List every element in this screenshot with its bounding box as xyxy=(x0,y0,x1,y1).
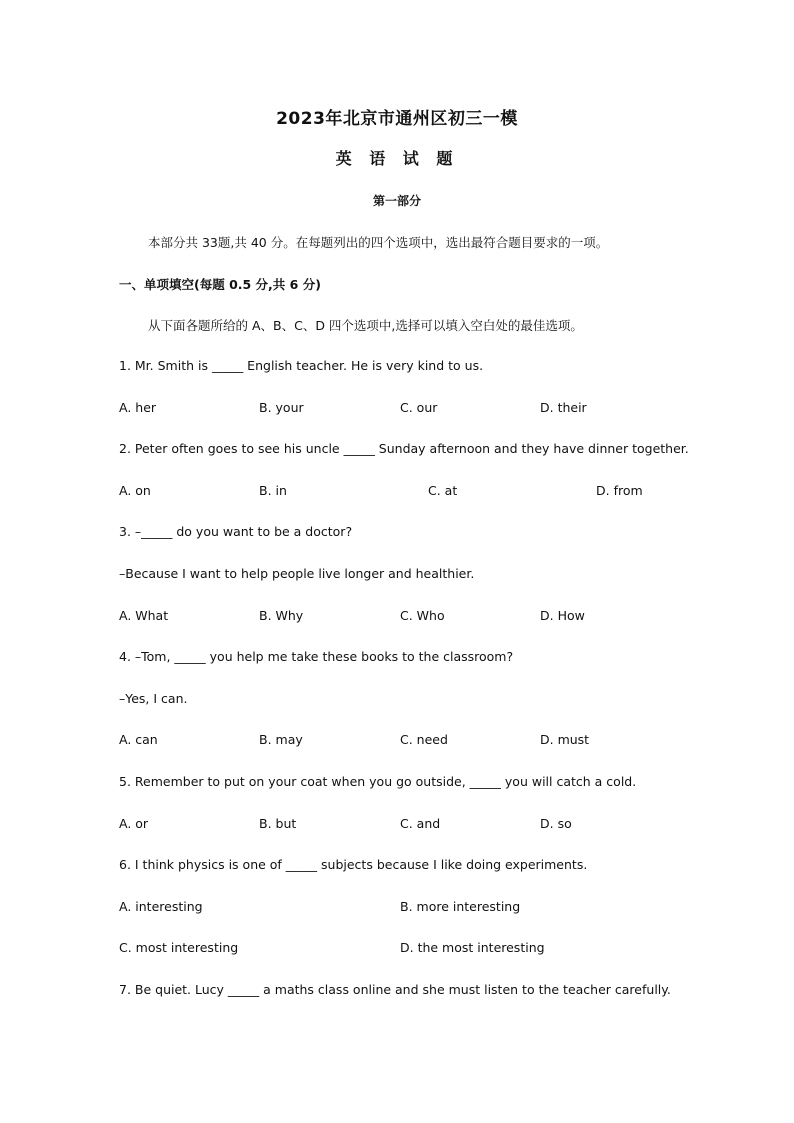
option-b: B. may xyxy=(259,732,303,747)
option-d: D. must xyxy=(540,732,590,747)
section-instruction: 从下面各题所给的 A、B、C、D 四个选项中,选择可以填入空白处的最佳选项。 xyxy=(148,318,583,333)
option-c: C. and xyxy=(400,816,441,831)
part-heading: 第一部分 xyxy=(372,194,421,208)
option-b: B. but xyxy=(259,816,297,831)
question-reply: –Because I want to help people live longer and healthier. xyxy=(119,566,475,581)
option-b: B. in xyxy=(259,483,287,498)
question-stem: 1. Mr. Smith is _____ English teacher. He is very kind to us. xyxy=(119,358,484,373)
option-d: D. so xyxy=(540,816,572,831)
option-a: A. interesting xyxy=(119,899,203,914)
option-a: A. What xyxy=(119,608,169,623)
question-stem: 3. –_____ do you want to be a doctor? xyxy=(119,524,353,539)
option-c: C. our xyxy=(400,400,438,415)
option-a: A. her xyxy=(119,400,157,415)
option-b: B. your xyxy=(259,400,304,415)
option-b: B. Why xyxy=(259,608,304,623)
option-b: B. more interesting xyxy=(400,899,521,914)
question-stem: 4. –Tom, _____ you help me take these books to the classroom? xyxy=(119,649,514,664)
exam-title: 2023年北京市通州区初三一模 xyxy=(276,109,518,129)
option-c: C. most interesting xyxy=(119,940,239,955)
option-c: C. Who xyxy=(400,608,445,623)
option-a: A. on xyxy=(119,483,151,498)
option-c: C. at xyxy=(428,483,458,498)
option-d: D. the most interesting xyxy=(400,940,545,955)
subject-title: 英 语 试 题 xyxy=(335,149,459,168)
option-a: A. or xyxy=(119,816,149,831)
question-stem: 2. Peter often goes to see his uncle _____ Sunday afternoon and they have dinner together. xyxy=(119,441,689,456)
option-a: A. can xyxy=(119,732,158,747)
option-c: C. need xyxy=(400,732,448,747)
intro-text: 本部分共 33题,共 40 分。在每题列出的四个选项中，选出最符合题目要求的一项。 xyxy=(148,235,609,250)
question-reply: –Yes, I can. xyxy=(119,691,188,706)
option-d: D. from xyxy=(596,483,643,498)
option-d: D. How xyxy=(540,608,585,623)
section-heading: 一、单项填空(每题 0.5 分,共 6 分) xyxy=(119,277,321,292)
question-stem: 7. Be quiet. Lucy _____ a maths class online and she must listen to the teacher carefully. xyxy=(119,982,671,997)
question-stem: 6. I think physics is one of _____ subjects because I like doing experiments. xyxy=(119,857,588,872)
question-stem: 5. Remember to put on your coat when you go outside, _____ you will catch a cold. xyxy=(119,774,637,789)
option-d: D. their xyxy=(540,400,587,415)
